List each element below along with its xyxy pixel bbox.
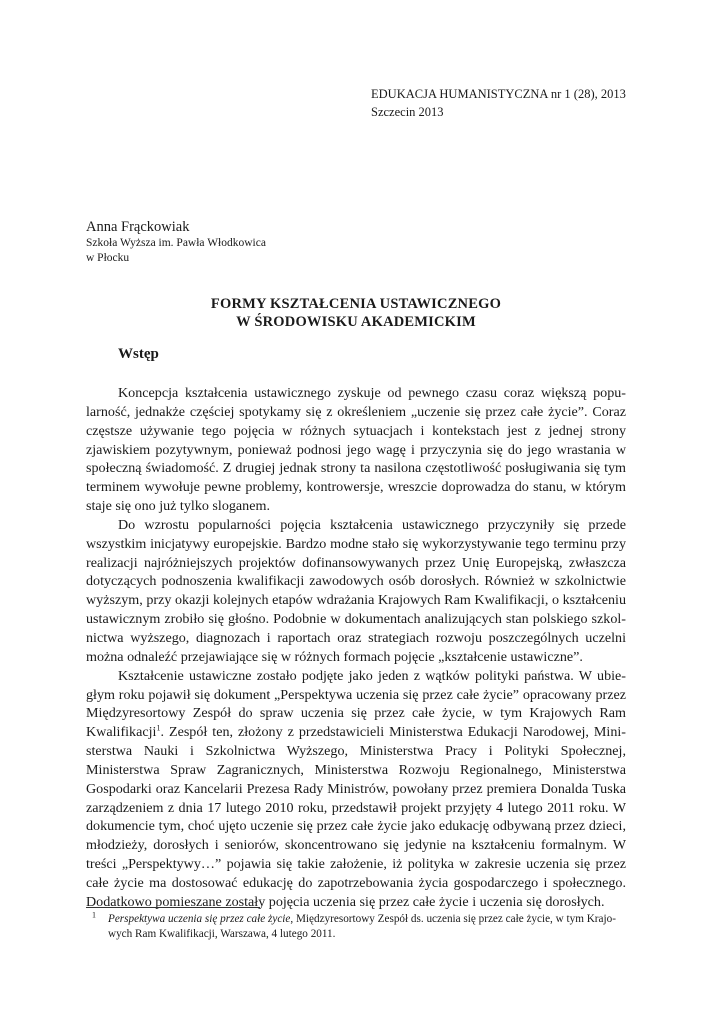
article-title-line1: FORMY KSZTAŁCENIA USTAWICZNEGO: [210, 296, 502, 312]
footnote: [86, 912, 626, 942]
footnote-italic-title: Perspektywa uczenia się przez całe życie: [108, 913, 291, 925]
footnote-line2: wych Ram Kwalifikacji, Warszawa, 4 lutego 2011.: [108, 928, 336, 940]
author-name: Anna Frąckowiak: [86, 219, 190, 235]
footnote-number: [86, 912, 108, 927]
footnote-number-sup: 1: [92, 910, 96, 920]
journal-header: [371, 85, 626, 121]
journal-line: EDUKACJA HUMANISTYCZNA nr 1 (28), 2013: [371, 87, 626, 101]
footnote-divider: [86, 907, 260, 908]
article-title: [86, 295, 626, 331]
author-affiliation-line2: w Płocku: [86, 251, 130, 264]
body-text: [86, 384, 626, 912]
section-heading: Wstęp: [118, 346, 159, 362]
journal-place-year: Szczecin 2013: [371, 105, 444, 119]
footnote-line1-rest: , Międzyresortowy Zespół ds. uczenia się przez całe życie, w tym Krajo-: [290, 913, 616, 925]
paragraph-2: Do wzrostu popularności pojęcia kształcenia ustawicznego przyczyniły się przede wszystkim inicjatywy europejskie. Bardzo modne stało się wykorzystywanie tego terminu przy realizacji najróżniejszych projektów dofinansowywanych przez Unię Europejską, zwłaszcza dotyczących podnoszenia kwalifikacji zawodowych osób dorosłych. Również w szkolnictwie wyższym, przy okazji kolejnych etapów wdrażania Krajowych Ram Kwalifikacji, o kształceniu ustawicznym zrobiło się głośno. Podobnie w dokumentach analizujących stan polskiego szkolnictwa wyższego, diagnozach i raportach oraz strategiach rozwoju poszczególnych uczelni można odnaleźć przejawiające się w różnych formach pojęcie „kształcenie ustawiczne”.: [86, 516, 626, 665]
paragraph-3-part-a: Kształcenie ustawiczne zostało podjęte jako jeden z wątków polityki państwa. W ubiegłym roku pojawił się dokument „Perspektywa uczenia się przez całe życie” opracowany przez Międzyresortowy Zespół do spraw uczenia się przez całe życie, w tym Krajowych Ram Kwalifikacji: [86, 667, 626, 741]
paragraph-3-part-b: . Zespół ten, złożony z przedstawicieli Ministerstwa Edukacji Narodowej, Ministerstwa Nauki i Szkolnictwa Wyższego, Ministerstwa Pracy i Polityki Społecznej, Ministerstwa Spraw Zagranicznych, Ministerstwa Rozwoju Regionalnego, Ministerstwa Gospodarki oraz Kancelarii Prezesa Rady Ministrów, powołany przez premiera Donalda Tuska zarządzeniem z dnia 17 lutego 2010 roku, przedstawił projekt przyjęty 4 lutego 2011 roku. W dokumencie tym, choć ujęto uczenie się przez całe życie jako edukację odbywaną przez dzieci, młodzieży, dorosłych i seniorów, skoncentrowano się jedynie na kształceniu formalnym. W treści „Perspektywy…” pojawia się takie założenie, iż polityka w zakresie uczenia się przez całe życie ma dostosować edukację do zapotrzebowania życia gospodarczego i społecznego. Dodatkowo pomieszane zostały pojęcia uczenia się przez całe życie i uczenia się dorosłych.: [86, 724, 626, 910]
paragraph-1: Koncepcja kształcenia ustawicznego zyskuje od pewnego czasu coraz większą popularność, jednakże częściej spotykamy się z określeniem „uczenie się przez całe życie”. Coraz częstsze używanie tego pojęcia w różnych sytuacjach i kontekstach jest z jednej strony zjawiskiem pozytywnym, ponieważ podnosi jego wagę i przyczynia się do jego wrastania w społeczną świadomość. Z drugiej jednak strony ta nasilona częstotliwość posługiwania się tym terminem wywołuje pewne problemy, kontrowersje, wreszcie doprowadza do stanu, w którym staje się ono już tylko sloganem.: [86, 385, 626, 515]
author-affiliation-line1: Szkoła Wyższa im. Pawła Włodkowica: [86, 237, 266, 249]
author-block: [86, 218, 266, 265]
footnote-reference[interactable]: 1: [156, 723, 161, 733]
article-title-line2: W ŚRODOWISKU AKADEMICKIM: [236, 314, 476, 330]
paragraph-3: [86, 667, 626, 912]
